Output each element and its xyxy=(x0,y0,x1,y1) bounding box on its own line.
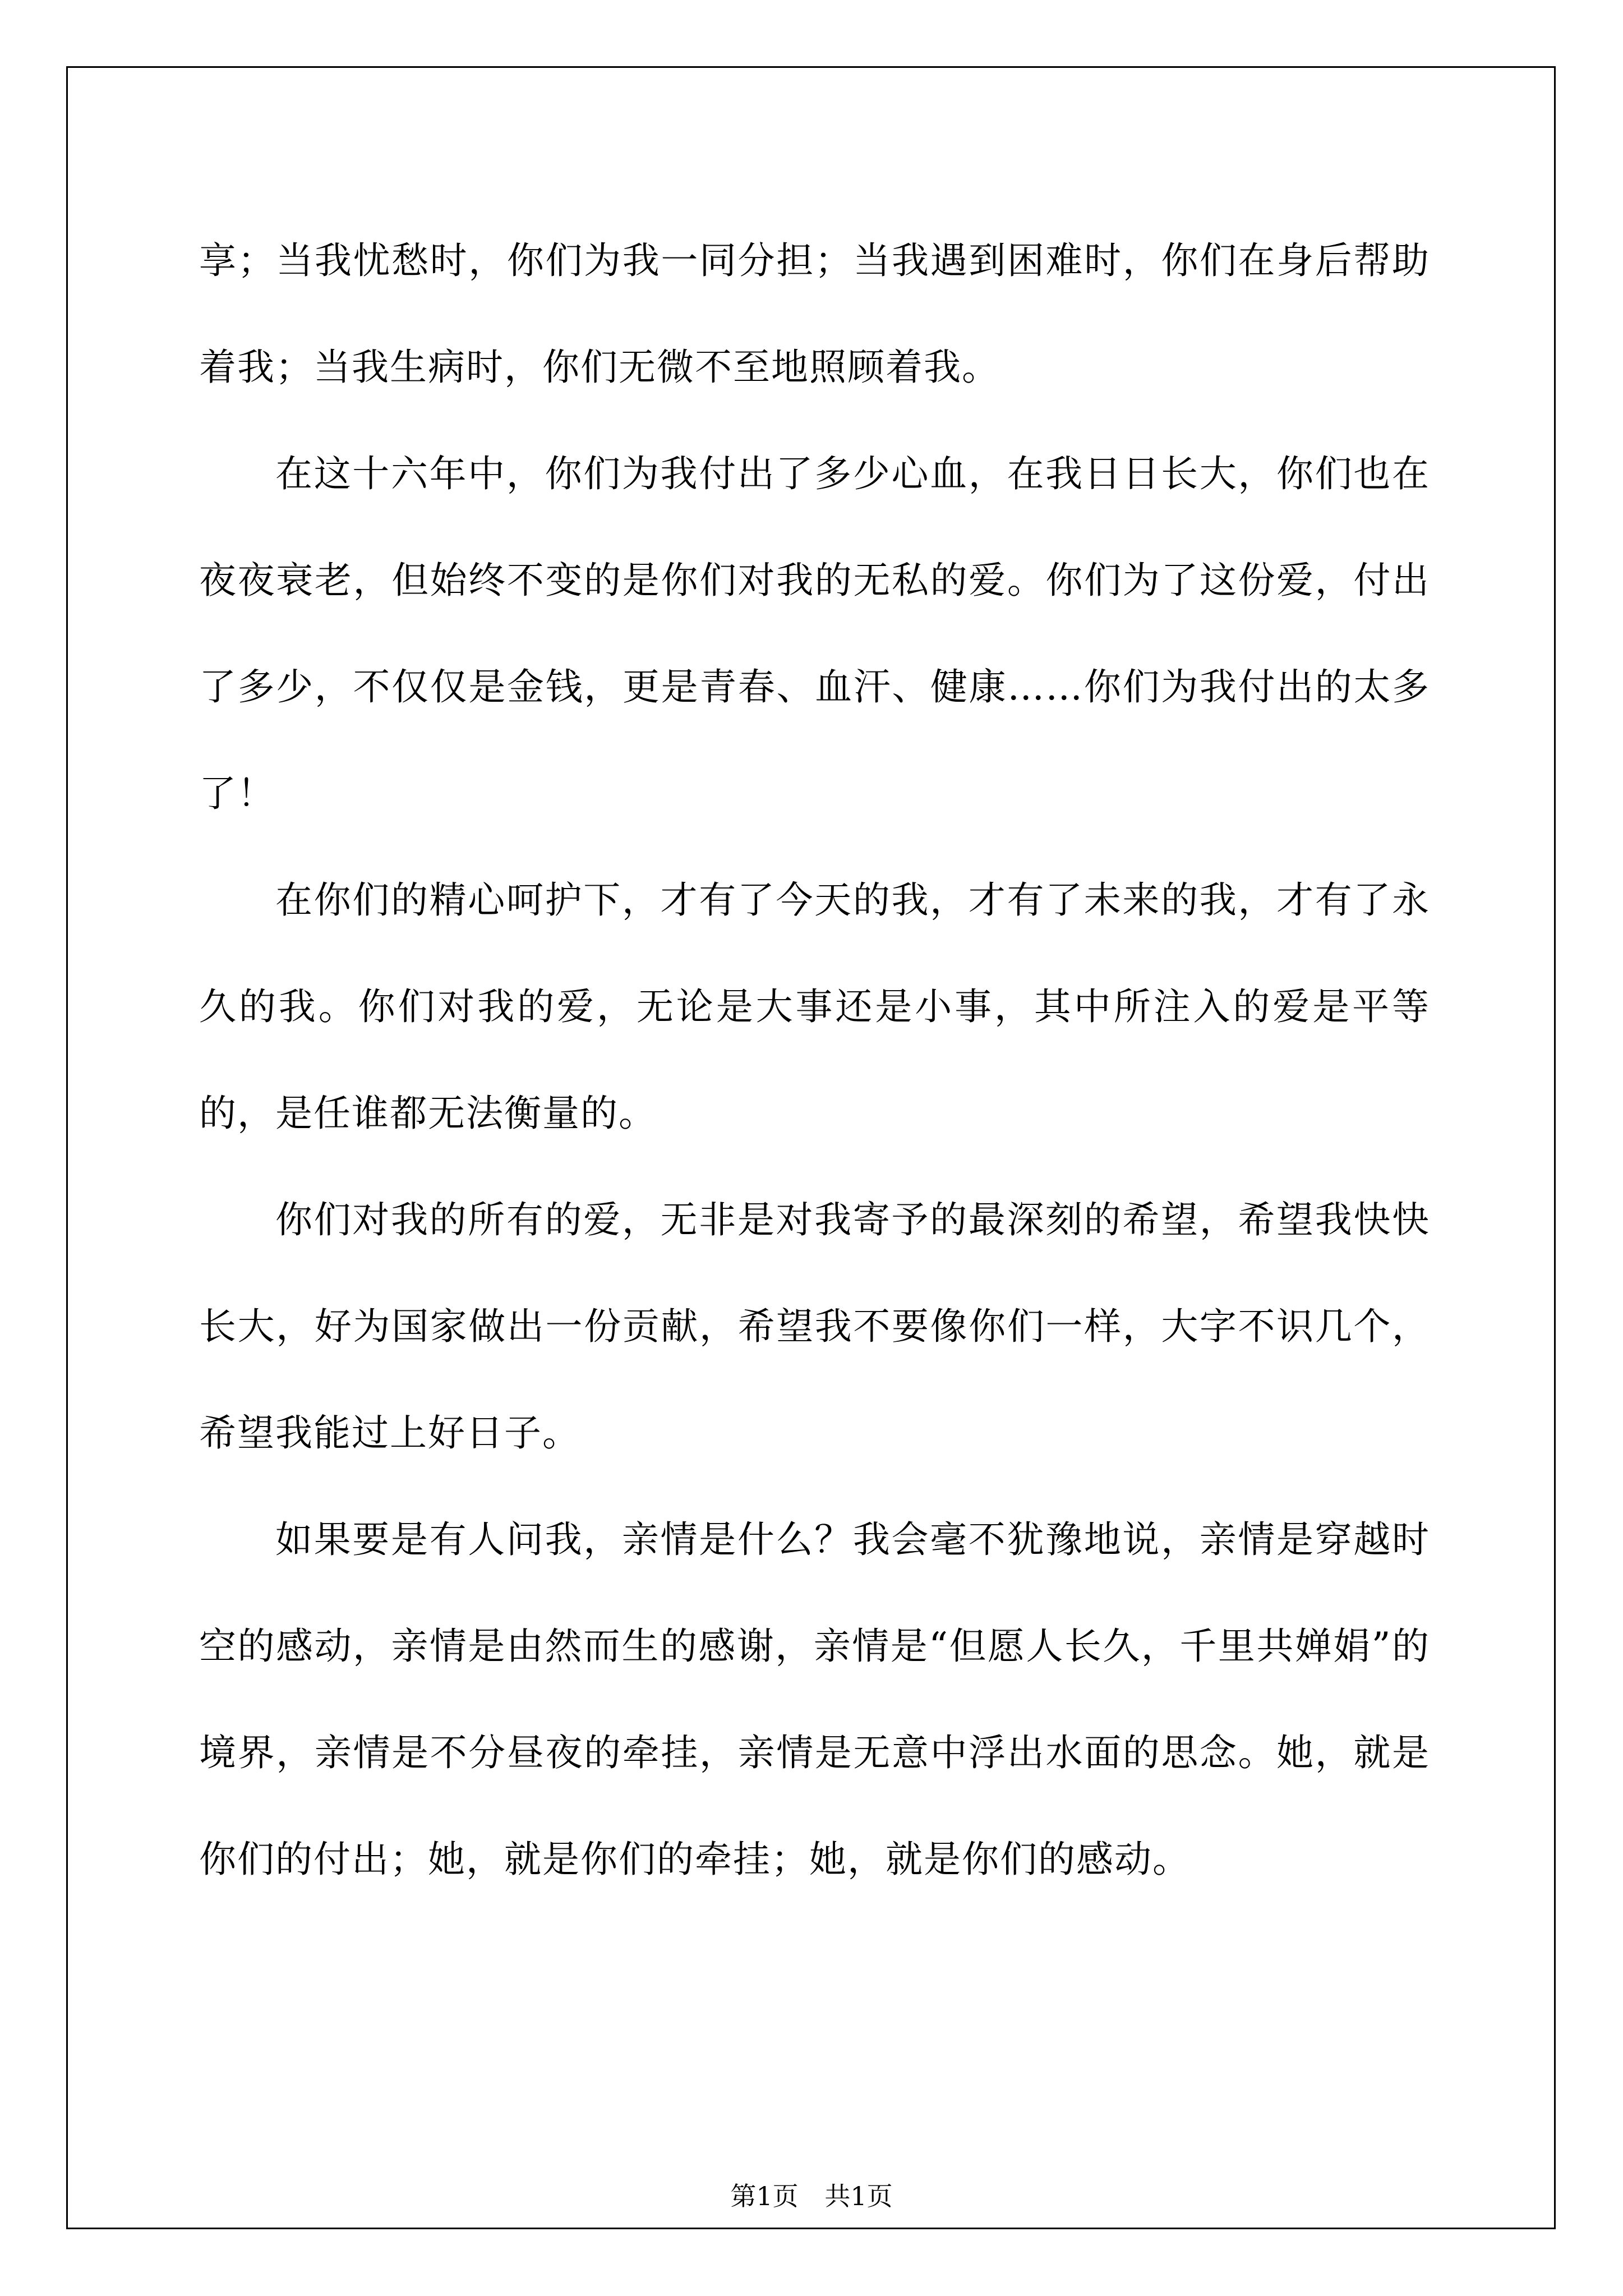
paragraph: 如果要是有人问我，亲情是什么？我会毫不犹豫地说，亲情是穿越时空的感动，亲情是由然而生的感谢，亲情是“但愿人长久，千里共婵娟”的境界，亲情是不分昼夜的牵挂，亲情是无意中浮出水面的思念。她，就是你们的付出；她，就是你们的牵挂；她，就是你们的感动。 xyxy=(199,1518,1430,1881)
document-body xyxy=(199,208,1430,1913)
paragraph: 享；当我忧愁时，你们为我一同分担；当我遇到困难时，你们在身后帮助着我；当我生病时，你们无微不至地照顾着我。 xyxy=(199,239,1430,389)
page-footer xyxy=(0,2179,1623,2213)
current-page-number: 第1页 xyxy=(730,2181,799,2211)
paragraph: 你们对我的所有的爱，无非是对我寄予的最深刻的希望，希望我快快长大，好为国家做出一份贡献，希望我不要像你们一样，大字不识几个，希望我能过上好日子。 xyxy=(199,1198,1430,1455)
paragraph: 在你们的精心呵护下，才有了今天的我，才有了未来的我，才有了永久的我。你们对我的爱，无论是大事还是小事，其中所注入的爱是平等的，是任谁都无法衡量的。 xyxy=(199,878,1430,1135)
total-page-count: 共1页 xyxy=(824,2181,893,2211)
paragraph: 在这十六年中，你们为我付出了多少心血，在我日日长大，你们也在夜夜衰老，但始终不变的是你们对我的无私的爱。你们为了这份爱，付出了多少，不仅仅是金钱，更是青春、血汗、健康……你们为我付出的太多了！ xyxy=(199,452,1430,815)
